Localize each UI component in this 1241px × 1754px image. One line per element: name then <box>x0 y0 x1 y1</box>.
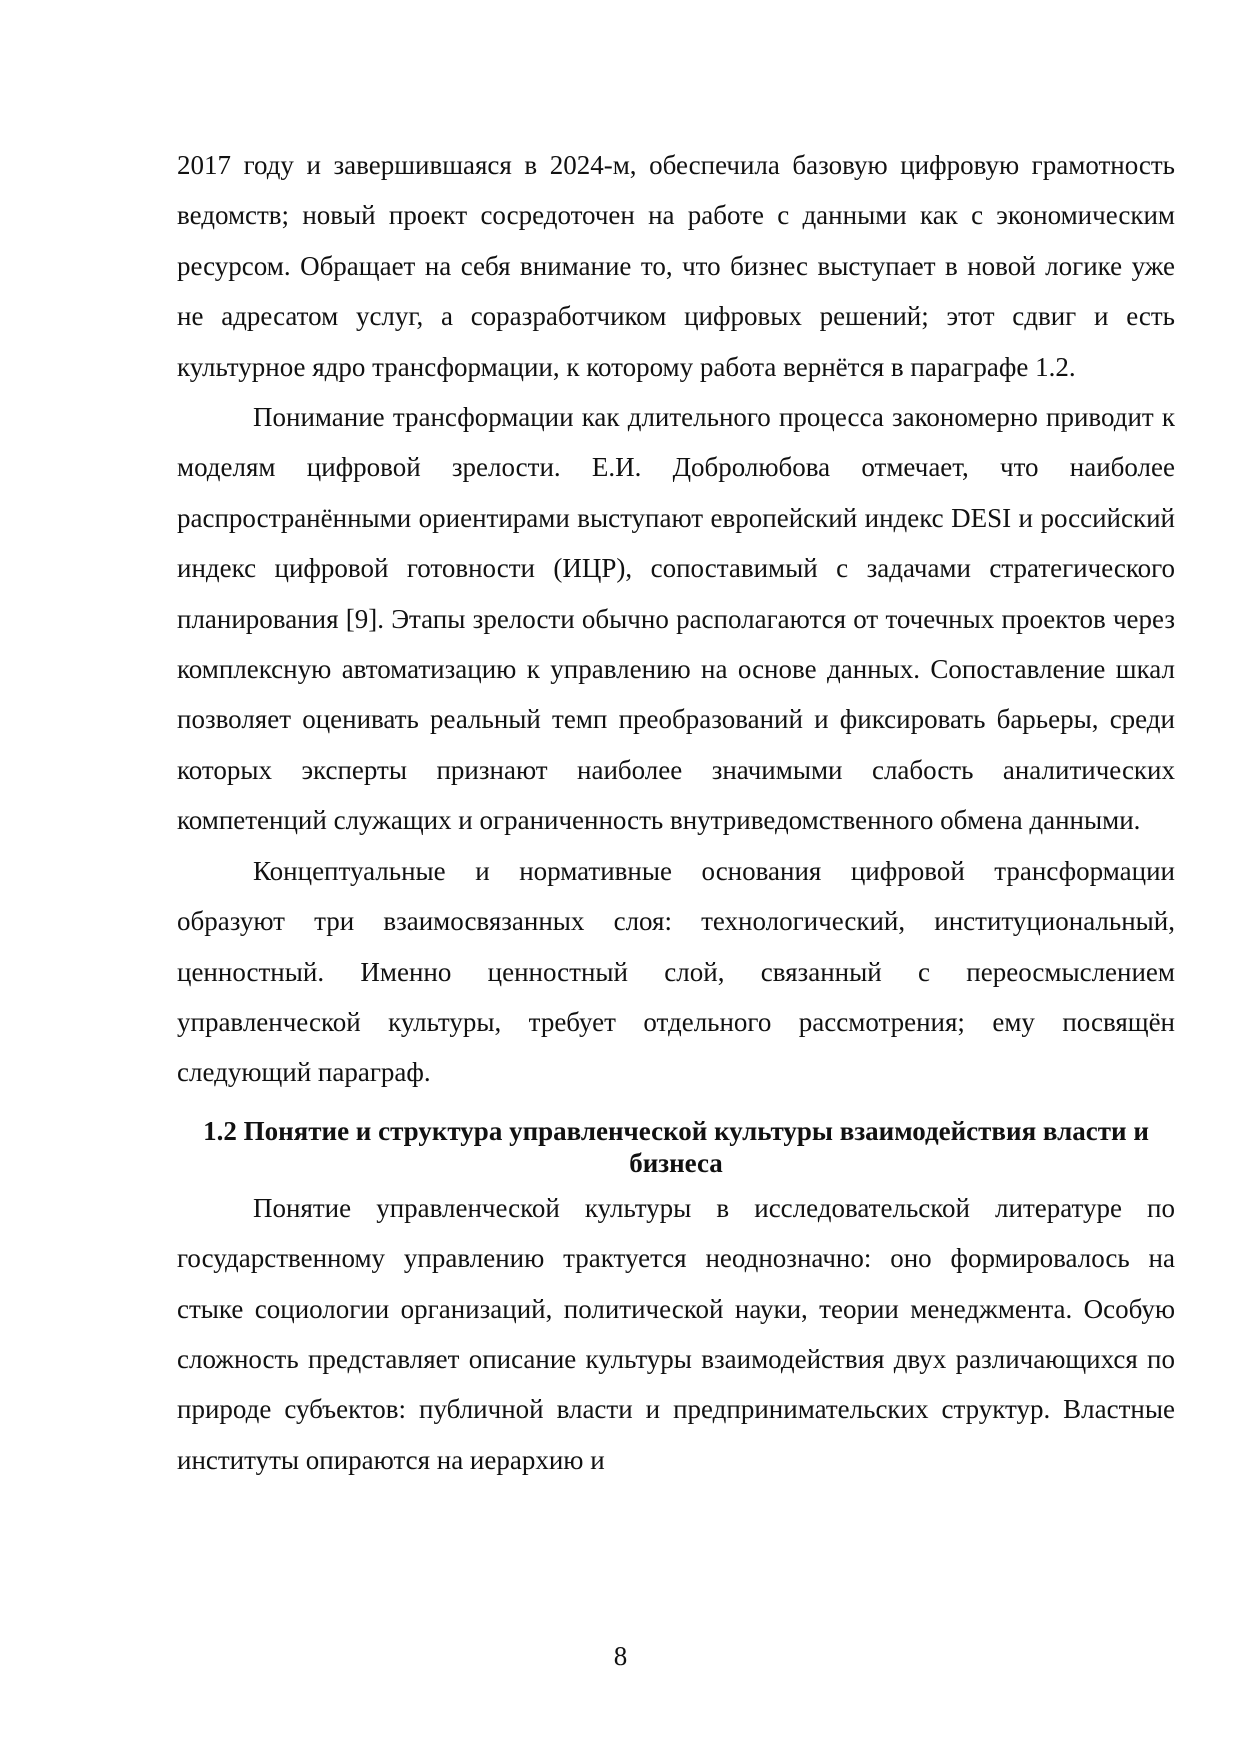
page-number: 8 <box>613 1641 628 1671</box>
paragraph-management-culture: Понятие управленческой культуры в исследовательской литературе по государственному управлению трактуется неоднозначно: оно формировалось на стыке социологии организаций, политической науки, теории менеджмента. Особую сложность представляет описание культуры взаимодействия двух различающихся по природе субъектов: публичной власти и предпринимательских структур. Властные институты опираются на иерархию и <box>177 1192 1175 1475</box>
section-heading: 1.2 Понятие и структура управленческой культуры взаимодействия власти и бизнеса <box>203 1115 1149 1178</box>
paragraph-conceptual-foundations: Концептуальные и нормативные основания цифровой трансформации образуют три взаимосвязанных слоя: технологический, институциональный, ценностный. Именно ценностный слой, связанный с переосмыслением управленческой культуры, требует отдельного рассмотрения; ему посвящён следующий параграф. <box>177 855 1175 1088</box>
document-page <box>177 140 1175 1485</box>
paragraph-continuation: 2017 году и завершившаяся в 2024-м, обеспечила базовую цифровую грамотность ведомств; новый проект сосредоточен на работе с данными как с экономическим ресурсом. Обращает на себя внимание то, что бизнес выступает в новой логике уже не адресатом услуг, а соразработчиком цифровых решений; этот сдвиг и есть культурное ядро трансформации, к которому работа вернётся в параграфе 1.2. <box>177 150 1175 382</box>
paragraph-maturity-models: Понимание трансформации как длительного процесса закономерно приводит к моделям цифровой зрелости. Е.И. Добролюбова отмечает, что наиболее распространёнными ориентирами выступают европейский индекс DESI и российский индекс цифровой готовности (ИЦР), сопоставимый с задачами стратегического планирования [9]. Этапы зрелости обычно располагаются от точечных проектов через комплексную автоматизацию к управлению на основе данных. Сопоставление шкал позволяет оценивать реальный темп преобразований и фиксировать барьеры, среди которых эксперты признают наиболее значимыми слабость аналитических компетенций служащих и ограниченность внутриведомственного обмена данными. <box>177 402 1175 836</box>
